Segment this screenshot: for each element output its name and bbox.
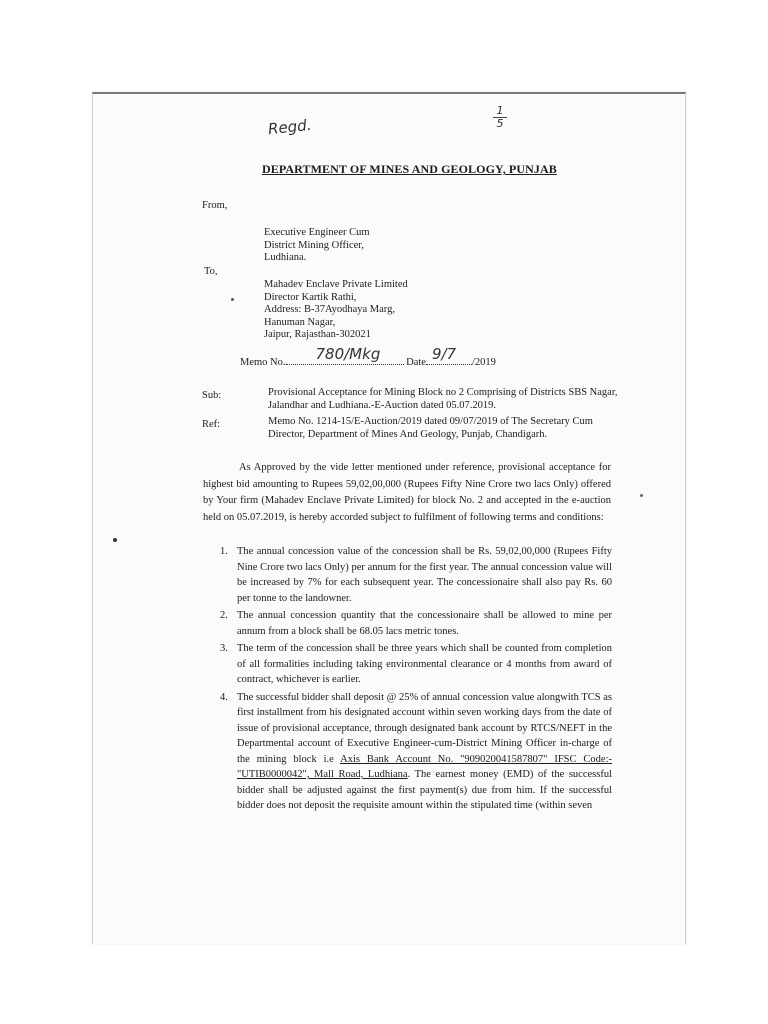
scan-speck bbox=[640, 494, 643, 497]
date-label: Date bbox=[406, 357, 426, 368]
from-label: From, bbox=[202, 200, 228, 211]
scan-speck bbox=[113, 538, 117, 542]
terms-list bbox=[212, 544, 612, 816]
date-handwritten: 9/7 bbox=[431, 345, 457, 363]
page-bottom-number: 5 bbox=[496, 117, 504, 130]
memo-label: Memo No. bbox=[240, 357, 286, 368]
scan-speck bbox=[231, 298, 234, 301]
item-text: The term of the concession shall be three years which shall be counted from completion of all formalities including taking environmental clearance or 4 months from award of contract, whichever is earlier. bbox=[237, 643, 612, 685]
from-line: Ludhiana. bbox=[264, 252, 307, 263]
reference-label: Ref: bbox=[202, 419, 221, 430]
to-line: Hanuman Nagar, bbox=[264, 316, 336, 328]
body-paragraph: As Approved by the vide letter mentioned under reference, provisional acceptance for highest bid amounting to Rupees 59,02,00,000 (Rupees Fifty Nine Crore two lacs Only) offered by Your firm (Mahadev Enclave Private Limited) for block No. 2 and accepted in the e-auction held on 05.07.2019, is hereby accorded subject to fulfilment of following terms and conditions: bbox=[203, 462, 611, 523]
regd-annotation: Regd. bbox=[267, 115, 313, 139]
page-count-annotation bbox=[493, 106, 507, 129]
to-line: Mahadev Enclave Private Limited bbox=[264, 279, 408, 290]
subject-text: Provisional Acceptance for Mining Block no 2 Comprising of Districts SBS Nagar, Jalandhar and Ludhiana.-E-Auction dated 05.07.2019. bbox=[268, 387, 618, 411]
item-number: 4. bbox=[220, 691, 228, 703]
item-number: 1. bbox=[220, 546, 228, 557]
subject-label: Sub: bbox=[202, 390, 222, 401]
list-item bbox=[212, 544, 612, 606]
item-text-after: . The earnest money (EMD) of the successful bidder shall be adjusted against the first payment(s) due from him. If the successful bidder does not deposit the requisite amount within the stipulated time (within seven bbox=[237, 769, 612, 811]
item-text: The annual concession value of the concession shall be Rs. 59,02,00,000 (Rupees Fifty Nine Crore two lacs Only) per annum for the first year. The annual concession value will be increased by 7% for each subsequent year. The concessionaire shall also pay Rs. 60 per tonne to the landowner. bbox=[237, 546, 612, 604]
memo-line bbox=[240, 345, 496, 368]
to-line: Director Kartik Rathi, bbox=[264, 291, 357, 303]
to-label: To, bbox=[204, 266, 218, 277]
list-item bbox=[212, 641, 612, 688]
date-year: /2019 bbox=[471, 357, 496, 368]
item-text-before: The successful bidder shall deposit @ 25% of annual concession value alongwith TCS as first installment from his designated account within seven working days from the date of issue of provisional acceptance, through designated bank account by RTCS/NEFT in the Departmental account of Executive Engineer-cum-District Mining Officer in-charge of the mining block i.e bbox=[237, 691, 612, 765]
item-number: 3. bbox=[220, 643, 228, 654]
date-field bbox=[426, 345, 472, 365]
from-line: District Mining Officer, bbox=[264, 239, 364, 251]
memo-number-handwritten: 780/Mkg bbox=[315, 345, 381, 363]
item-text: The annual concession quantity that the concessionaire shall be allowed to mine per annum from a block shall be 68.05 lacs metric tones. bbox=[237, 610, 612, 637]
to-address bbox=[264, 279, 408, 342]
from-address bbox=[264, 227, 370, 265]
list-item bbox=[212, 690, 612, 814]
bank-account-details: Axis Bank Account No. "909020041587807" IFSC Code:- "UTIB0000042", Mall Road, Ludhiana bbox=[237, 753, 613, 780]
reference-text: Memo No. 1214-15/E-Auction/2019 dated 09/07/2019 of The Secretary Cum Director, Department of Mines And Geology, Punjab, Chandigarh. bbox=[268, 416, 593, 440]
to-line: Address: B-37Ayodhaya Marg, bbox=[264, 304, 395, 315]
department-heading: DEPARTMENT OF MINES AND GEOLOGY, PUNJAB bbox=[262, 162, 557, 176]
item-number: 2. bbox=[220, 610, 228, 621]
memo-number-field bbox=[286, 345, 404, 365]
page-top-number: 1 bbox=[496, 104, 504, 117]
list-item bbox=[212, 608, 612, 639]
to-line: Jaipur, Rajasthan-302021 bbox=[264, 329, 371, 340]
from-line: Executive Engineer Cum bbox=[264, 227, 370, 238]
